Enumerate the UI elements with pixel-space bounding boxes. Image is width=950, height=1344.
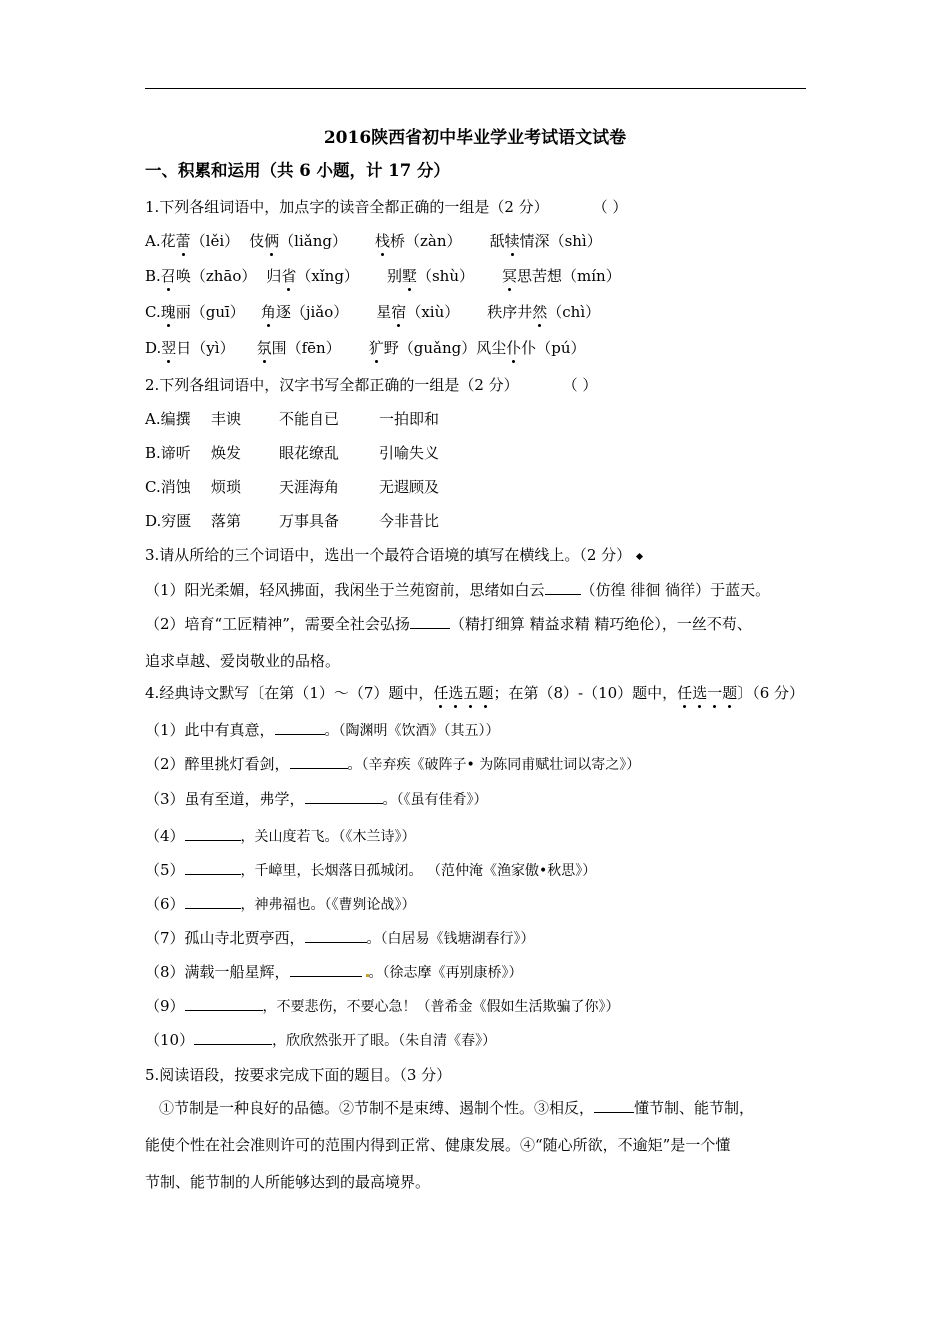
word: 不能自已 xyxy=(279,410,340,428)
answer-blank[interactable] xyxy=(305,928,367,943)
pinyin: （zàn） xyxy=(405,232,462,250)
dotted-char: 俩 xyxy=(264,232,280,250)
word: 丰谀 xyxy=(211,410,242,428)
emphasis-text xyxy=(433,684,493,702)
q4-item-5 xyxy=(145,860,596,881)
q2-stem xyxy=(145,375,597,395)
choice-text: （仿徨 徘徊 徜徉）于蓝天。 xyxy=(580,581,771,599)
word-part: 别 xyxy=(386,267,402,285)
word-part: 围 xyxy=(271,339,287,357)
answer-blank[interactable] xyxy=(290,754,348,769)
item-text: （4） xyxy=(145,827,185,845)
word-part: 丽 xyxy=(175,303,191,321)
dotted-char: 宿 xyxy=(391,303,407,321)
word: 烦琐 xyxy=(211,478,242,496)
word: B.谛听 xyxy=(145,444,191,462)
q2-stem-text: 2.下列各组词语中，汉字书写全都正确的一组是（2 分） xyxy=(145,376,519,394)
dotted-char: 选 xyxy=(448,684,464,702)
word-part: 思苦想 xyxy=(517,267,563,285)
item-text: （8）满载一船星辉， xyxy=(145,963,290,981)
dotted-char: 一 xyxy=(707,684,723,702)
pinyin: （guī） xyxy=(190,303,245,321)
choice-text: （精打细算 精益求精 精巧绝伦），一丝不苟、 xyxy=(449,615,752,633)
word-part: 桥 xyxy=(389,232,405,250)
emphasis-text xyxy=(677,684,737,702)
dotted-char: 瑰 xyxy=(160,303,176,321)
passage-text: ①节制是一种良好的品德。②节制不是束缚、遏制个性。③相反， xyxy=(159,1099,595,1117)
q4-stem xyxy=(145,683,804,703)
q2-option-d xyxy=(145,511,439,531)
pinyin: （mín） xyxy=(562,267,621,285)
pinyin: （xiù） xyxy=(406,303,460,321)
answer-blank[interactable] xyxy=(185,860,241,875)
q3-sentence-1 xyxy=(145,580,770,600)
pinyin: （zhāo） xyxy=(190,267,257,285)
word-part: 星 xyxy=(376,303,392,321)
passage-text: 懂节制、能节制， xyxy=(634,1099,755,1117)
pinyin: （fēn） xyxy=(286,339,341,357)
word-part: 归 xyxy=(266,267,282,285)
dotted-char: 题 xyxy=(478,684,494,702)
q4-item-2 xyxy=(145,754,640,775)
word: C.消蚀 xyxy=(145,478,191,496)
pinyin: （pú） xyxy=(536,339,586,357)
word: 天涯海角 xyxy=(279,478,340,496)
q3-stem-text: 3.请从所给的三个词语中，选出一个最符合语境的填写在横线上。（2 分） xyxy=(145,546,632,564)
dotted-char: 犊 xyxy=(504,232,520,250)
option-label: A. xyxy=(145,232,161,250)
dotted-char: 栈 xyxy=(374,232,390,250)
option-label: B. xyxy=(145,267,161,285)
item-source: ，神弗福也。（《曹刿论战》） xyxy=(240,897,416,913)
answer-blank[interactable] xyxy=(185,826,241,841)
answer-blank[interactable] xyxy=(594,1098,634,1113)
dotted-char: 选 xyxy=(692,684,708,702)
q5-stem: 5.阅读语段，按要求完成下面的题目。（3 分） xyxy=(145,1066,452,1084)
pinyin: （chì） xyxy=(547,303,601,321)
word-part: 舐 xyxy=(489,232,505,250)
item-text: （6） xyxy=(145,895,185,913)
word-part: 唤 xyxy=(175,267,191,285)
diamond-bullet-icon xyxy=(636,552,643,559)
q1-option-b xyxy=(145,266,621,286)
item-source: 。（辛弃疾《破阵子• 为陈同甫赋壮词以寄之》） xyxy=(347,757,641,773)
q4-item-1 xyxy=(145,720,500,741)
q1-option-d xyxy=(145,338,586,358)
pinyin: （guǎng） xyxy=(398,339,477,357)
word: 万事具备 xyxy=(279,512,340,530)
pinyin: （xǐng） xyxy=(296,267,359,285)
dotted-char: 翌 xyxy=(161,339,177,357)
answer-blank[interactable] xyxy=(185,996,263,1011)
item-text: （1）此中有真意， xyxy=(145,721,275,739)
item-source: 。（白居易《钱塘湖春行》） xyxy=(366,931,535,947)
q4-item-6 xyxy=(145,894,416,915)
item-text: （3）虽有至道，弗学， xyxy=(145,790,305,808)
answer-blank[interactable] xyxy=(275,720,325,735)
option-label: D. xyxy=(145,339,162,357)
option-label: C. xyxy=(145,303,161,321)
word-part: 逐 xyxy=(275,303,291,321)
dotted-char: 任 xyxy=(433,684,449,702)
q4-item-7 xyxy=(145,928,535,949)
dotted-char: 召 xyxy=(160,267,176,285)
dotted-char: 犷 xyxy=(368,339,384,357)
item-text: （7）孤山寺北贾亭西， xyxy=(145,929,305,947)
word-part: 伎 xyxy=(249,232,265,250)
pinyin: （jiǎo） xyxy=(290,303,349,321)
item-text: （2）醉里挑灯看剑， xyxy=(145,755,290,773)
word-part: 秩序井 xyxy=(487,303,533,321)
q4-item-8 xyxy=(145,962,523,983)
word-part: 情深 xyxy=(519,232,550,250)
pinyin: （yì） xyxy=(191,339,235,357)
word: 焕发 xyxy=(211,444,242,462)
word: D.穷匮 xyxy=(145,512,192,530)
word-part: 风尘 xyxy=(476,339,507,357)
item-source: ，欣欣然张开了眼。（朱自清《春》） xyxy=(272,1033,497,1049)
q1-stem-text: 1.下列各组词语中，加点字的读音全都正确的一组是（2 分） xyxy=(145,198,549,216)
item-text: （10） xyxy=(145,1031,195,1049)
q1-option-c xyxy=(145,302,600,322)
dotted-char: 冥 xyxy=(502,267,518,285)
pinyin: （liǎng） xyxy=(279,232,347,250)
word: 一拍即和 xyxy=(379,410,440,428)
dotted-char: 蕾 xyxy=(175,232,191,250)
q2-option-a xyxy=(145,409,439,429)
word: A.编撰 xyxy=(145,410,191,428)
pinyin: （shì） xyxy=(549,232,602,250)
answer-blank[interactable] xyxy=(185,894,241,909)
dotted-char: 角 xyxy=(260,303,276,321)
q2-option-b xyxy=(145,443,439,463)
q3-sentence-2 xyxy=(145,614,752,634)
word: 今非昔比 xyxy=(379,512,440,530)
dotted-char: 省 xyxy=(281,267,297,285)
q5-passage-line-3: 节制、能节制的人所能够达到的最高境界。 xyxy=(145,1173,431,1191)
item-source: ，千嶂里，长烟落日孤城闭。 （范仲淹《渔家傲•秋思》） xyxy=(240,863,597,879)
pinyin: （shù） xyxy=(416,267,474,285)
item-text: （5） xyxy=(145,861,185,879)
q3-sentence-2-cont: 追求卓越、爱岗敬业的品格。 xyxy=(145,652,341,670)
q1-stem xyxy=(145,197,627,217)
answer-blank[interactable] xyxy=(410,614,450,629)
stem-text: 〕（6 分） xyxy=(737,684,805,702)
section-heading: 一、积累和运用（共 6 小题，计 17 分） xyxy=(145,161,450,180)
word-part: 野 xyxy=(383,339,399,357)
item-text: （9） xyxy=(145,997,185,1015)
dotted-char: 氛 xyxy=(256,339,272,357)
item-source: ，关山度若飞。（《木兰诗》） xyxy=(240,829,416,845)
q4-item-3 xyxy=(145,789,488,810)
dotted-char: 任 xyxy=(677,684,693,702)
word: 无遐顾及 xyxy=(379,478,440,496)
word: 引喻失义 xyxy=(379,444,440,462)
stem-text: 4.经典诗文默写〔在第（1）～（7）题中， xyxy=(145,684,434,702)
answer-blank[interactable] xyxy=(545,580,581,595)
dotted-char: 墅 xyxy=(401,267,417,285)
stem-text: ；在第（8）-（10）题中， xyxy=(493,684,678,702)
word: 落第 xyxy=(211,512,242,530)
word-part: 日 xyxy=(176,339,192,357)
answer-blank[interactable] xyxy=(305,789,383,804)
dotted-char: 仆 xyxy=(506,339,522,357)
word-part: 花 xyxy=(160,232,176,250)
q4-item-10 xyxy=(145,1030,496,1051)
sentence-text: （2）培育“工匠精神”，需要全社会弘扬 xyxy=(145,615,410,633)
item-source: 。（徐志摩《再别康桥》） xyxy=(368,965,523,981)
item-source: 。（陶渊明《饮酒》（其五）） xyxy=(324,723,500,739)
word-part: 仆 xyxy=(521,339,537,357)
answer-blank[interactable] xyxy=(194,1030,272,1045)
q2-option-c xyxy=(145,477,439,497)
q4-item-4 xyxy=(145,826,416,847)
item-source: ，不要悲伤，不要心急！（普希金《假如生活欺骗了你》） xyxy=(262,999,620,1015)
exam-title: 2016陕西省初中毕业学业考试语文试卷 xyxy=(323,128,627,148)
header-rule xyxy=(145,88,806,89)
q5-passage-line-2: 能使个性在社会准则许可的范围内得到正常、健康发展。④“随心所欲，不逾矩”是一个懂 xyxy=(145,1136,731,1154)
sentence-text: （1）阳光柔媚，轻风拂面，我闲坐于兰苑窗前，思绪如白云 xyxy=(145,581,545,599)
q4-item-9 xyxy=(145,996,620,1017)
q1-option-a xyxy=(145,231,602,251)
answer-blank[interactable] xyxy=(290,962,362,977)
dotted-char: 题 xyxy=(722,684,738,702)
pinyin: （lěi） xyxy=(190,232,240,250)
word: 眼花缭乱 xyxy=(279,444,340,462)
item-source: 。（《虽有佳肴》） xyxy=(382,792,488,808)
q1-answer-paren: （ ） xyxy=(592,198,628,216)
dotted-char: 五 xyxy=(463,684,479,702)
dotted-char: 然 xyxy=(532,303,548,321)
q5-passage-line-1 xyxy=(145,1090,810,1127)
q2-answer-paren: （ ） xyxy=(562,376,598,394)
q3-stem xyxy=(145,545,642,565)
